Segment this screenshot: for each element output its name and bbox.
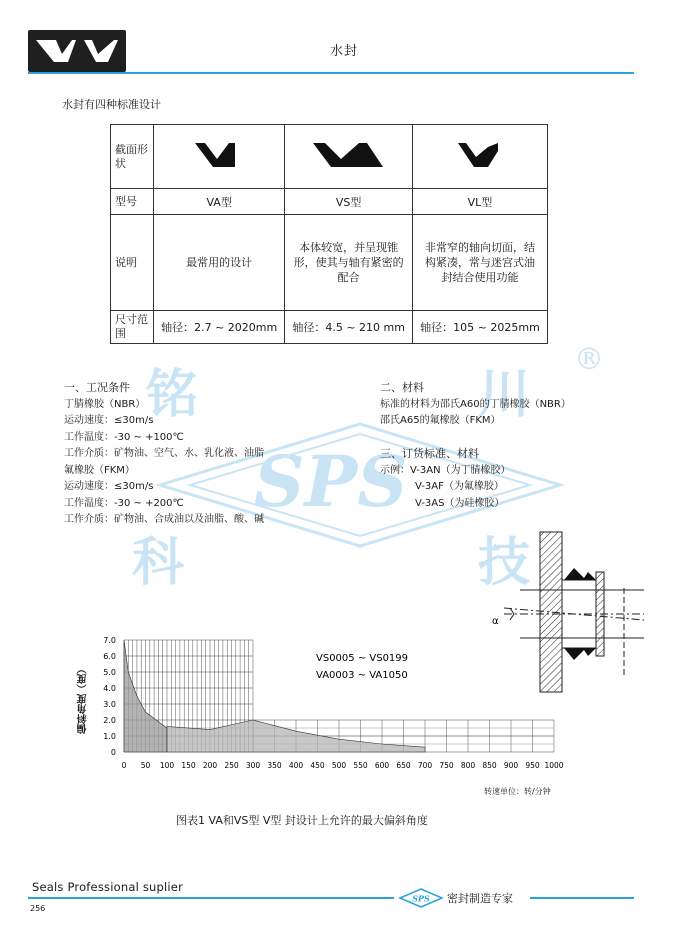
- operating-conditions-section: [64, 380, 264, 529]
- table-row: [111, 125, 548, 189]
- x-tick-label: 350: [267, 761, 282, 770]
- footer-slogan: 密封制造专家: [447, 892, 513, 905]
- x-tick-label: 600: [374, 761, 390, 770]
- materials-section: [380, 380, 571, 430]
- condition-line: 工作介质：矿物油、空气、水、乳化液、油脂: [64, 448, 264, 459]
- x-tick-label: 750: [439, 761, 454, 770]
- size-cell: 轴径：4.5 ~ 210 mm: [285, 311, 413, 344]
- seal-upper: [564, 568, 596, 580]
- y-tick-label: 3.0: [103, 700, 116, 709]
- page-number: 256: [30, 904, 46, 913]
- x-tick-label: 150: [181, 761, 196, 770]
- y-tick-label: 1.0: [103, 732, 116, 741]
- chart-annotation: VS0005 ~ VS0199: [316, 653, 409, 664]
- x-tick-label: 50: [140, 761, 151, 770]
- footer-tagline: Seals Professional suplier: [32, 880, 184, 894]
- material-line: 标准的材料为邵氏A60的丁腈橡胶（NBR）: [380, 398, 571, 410]
- x-tick-label: 650: [396, 761, 411, 770]
- watermark-char: 科: [132, 532, 185, 593]
- material-line: 邵氏A65的氟橡胶（FKM）: [380, 415, 501, 426]
- y-tick-label: 4.0: [103, 684, 116, 693]
- ordering-line: V-3AS（为硅橡胶）: [415, 497, 505, 509]
- table-row: [111, 215, 548, 311]
- row-header-size: 尺寸范围: [111, 311, 154, 344]
- model-cell: VL型: [412, 189, 547, 215]
- condition-line: 运动速度：≤30m/s: [64, 481, 154, 492]
- page-title: 水封: [330, 44, 359, 59]
- description-cell: [154, 215, 285, 311]
- section-heading: 一、工况条件: [64, 381, 130, 394]
- table-row: [111, 189, 548, 215]
- y-tick-label: 6.0: [103, 652, 116, 661]
- x-tick-label: 250: [224, 761, 239, 770]
- chart-ylabel: 偏斜角度（度）: [78, 664, 89, 734]
- size-cell: 轴径：2.7 ~ 2020mm: [154, 311, 285, 344]
- x-tick-label: 500: [331, 761, 347, 770]
- header-divider: [28, 72, 634, 74]
- footer-divider: [28, 897, 394, 899]
- description-text: 本体较宽，并呈现锥形，使其与轴有紧密的配合: [293, 241, 404, 284]
- shape-cell-vs: [285, 125, 413, 189]
- x-tick-label: 550: [353, 761, 368, 770]
- chart-y-ticks: [103, 636, 116, 757]
- x-tick-label: 900: [503, 761, 519, 770]
- deflection-chart: [90, 624, 570, 784]
- chart-caption: 图表1 VA和VS型 V型 封设计上允许的最大偏斜角度: [176, 814, 428, 827]
- ordering-line: 示例：V-3AN（为丁腈橡胶）: [380, 464, 511, 476]
- row-header-shape: 截面形状: [111, 125, 154, 189]
- x-tick-label: 0: [121, 761, 127, 770]
- va-profile-icon: [189, 137, 249, 173]
- x-tick-label: 800: [460, 761, 476, 770]
- watermark-char: 川: [478, 364, 531, 425]
- table-row: [111, 311, 548, 344]
- x-tick-label: 850: [482, 761, 497, 770]
- chart-x-ticks: [122, 761, 564, 770]
- shape-cell-va: [154, 125, 285, 189]
- watermark-logo: SPS: [254, 440, 408, 523]
- vl-profile-icon: [450, 137, 510, 173]
- condition-line: 工作温度：-30 ~ +100℃: [64, 431, 184, 443]
- section-heading: 三、订货标准、材料: [380, 447, 479, 460]
- size-cell: 轴径：105 ~ 2025mm: [412, 311, 547, 344]
- vs-profile-icon: [309, 137, 389, 173]
- chart-xlabel: 转速单位：转/分钟: [484, 787, 551, 796]
- watermark-char: 技: [478, 532, 531, 593]
- condition-line: 丁腈橡胶（NBR）: [64, 398, 146, 410]
- v-seal-logo-icon: [28, 30, 126, 72]
- watermark-char: 铭: [146, 364, 199, 425]
- ordering-line: V-3AF（为氟橡胶）: [415, 481, 504, 492]
- x-tick-label: 200: [202, 761, 218, 770]
- alpha-label: α: [492, 616, 499, 627]
- x-tick-label: 450: [310, 761, 325, 770]
- condition-line: 氟橡胶（FKM）: [64, 464, 135, 476]
- model-cell: VS型: [285, 189, 413, 215]
- ordering-section: [380, 446, 511, 512]
- condition-line: 工作介质：矿物油、合成油以及油脂、酸、碱: [64, 514, 264, 525]
- condition-line: 工作温度：-30 ~ +200℃: [64, 497, 184, 509]
- description-cell: [285, 215, 413, 311]
- badge-text: SPS: [412, 893, 430, 904]
- chart-annotation: VA0003 ~ VA1050: [316, 670, 408, 681]
- section-heading: 二、材料: [380, 381, 424, 394]
- sps-badge-icon: [398, 887, 444, 909]
- x-tick-label: 300: [245, 761, 261, 770]
- x-tick-label: 700: [417, 761, 433, 770]
- shape-cell-vl: [412, 125, 547, 189]
- row-header-model: 型号: [111, 189, 154, 215]
- watermark-registered-icon: ®: [574, 342, 604, 377]
- x-tick-label: 100: [159, 761, 175, 770]
- description-text: 非常窄的轴向切面，结构紧凑，常与迷宫式油封结合使用功能: [424, 241, 535, 284]
- condition-line: 运动速度：≤30m/s: [64, 415, 154, 426]
- y-tick-label: 5.0: [103, 668, 116, 677]
- seal-types-table: [110, 124, 548, 344]
- row-header-description: 说明: [111, 215, 154, 311]
- x-tick-label: 950: [525, 761, 540, 770]
- brand-logo: [28, 30, 126, 72]
- y-tick-label: 2.0: [103, 716, 116, 725]
- description-cell: [412, 215, 547, 311]
- y-tick-label: 7.0: [103, 636, 116, 645]
- description-text: 最常用的设计: [186, 256, 253, 269]
- x-tick-label: 400: [288, 761, 304, 770]
- model-cell: VA型: [154, 189, 285, 215]
- x-tick-label: 1000: [544, 761, 564, 770]
- footer-divider: [530, 897, 634, 899]
- intro-text: 水封有四种标准设计: [62, 98, 161, 111]
- y-tick-label: 0: [110, 748, 116, 757]
